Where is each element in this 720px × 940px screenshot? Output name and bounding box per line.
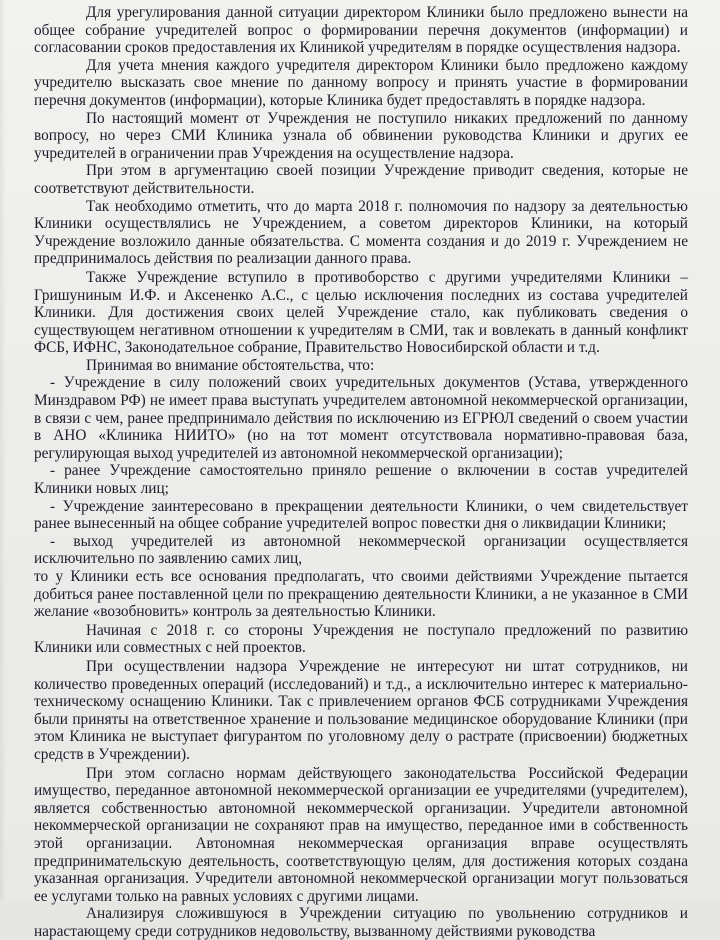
scan-shadow-edge: [0, 0, 6, 900]
paragraph-3: По настоящий момент от Учреждения не поступило никаких предложений по данному вопросу, но через СМИ Клиника узнала об обвинении руководства Клиники и других ее учредителей в ограничении прав Учреждения на осуществление надзора.: [34, 109, 688, 162]
list-item-1: - Учреждение в силу положений своих учредительных документов (Устава, утвержденного Минздравом РФ) не имеет права выступать учредителем автономной некоммерческой организации, в связи с чем, ранее предпринимало действия по исключению из ЕГРЮЛ сведений о своем участии в АНО «Клиника НИИТО» (но на тот момент отсутствовала нормативно-правовая база, регулирующая выход учредителей из автономной некоммерческой организации);: [34, 374, 688, 462]
paragraph-conclusion: то у Клиники есть все основания предполагать, что своими действиями Учреждение пытается добиться ранее поставленной цели по прекращению деятельности Клиники, а не указанное в СМИ желание «возобновить» контроль за деятельностью Клиники.: [34, 568, 688, 621]
paragraph-1: Для урегулирования данной ситуации директором Клиники было предложено вынести на общее собрание учредителей вопрос о формировании перечня документов (информации) и согласовании сроков предоставления их Клиникой учредителям в порядке осуществления надзора.: [34, 4, 688, 57]
paragraph-8: Начиная с 2018 г. со стороны Учреждения не поступало предложений по развитию Клиники или совместных с ней проектов.: [34, 621, 688, 657]
list-item-2: - ранее Учреждение самостоятельно приняло решение о включении в состав учредителей Клиники новых лиц;: [34, 462, 688, 498]
paragraph-5: Так необходимо отметить, что до марта 2018 г. полномочия по надзору за деятельностью Клиники осуществлялись не Учреждением, а советом директоров Клиники, на который Учреждение возложило данные обязательства. С момента создания и до 2019 г. Учреждением не предпринималось действия по реализации данного права.: [34, 197, 688, 268]
paragraph-10: При этом согласно нормам действующего законодательства Российской Федерации имущество, переданное автономной некоммерческой организации ее учредителями (учредителем), является собственностью автономной некоммерческой организации. Учредители автономной некоммерческой организации не сохраняют прав на имущество, переданное ими в собственность этой организации. Автономная некоммерческая организация вправе осуществлять предпринимательскую деятельность, соответствующую целям, для достижения которых создана указанная организация. Учредители автономной некоммерческой организации могут пользоваться ее услугами только на равных условиях с другими лицами.: [34, 764, 688, 905]
list-item-4: - выход учредителей из автономной некоммерческой организации осуществляется исключительно по заявлению самих лиц,: [34, 532, 688, 568]
paragraph-2: Для учета мнения каждого учредителя директором Клиники было предложено каждому учредителю высказать свое мнение по данному вопросу и принять участие в формировании перечня документов (информации), которые Клиника будет предоставлять в порядке надзора.: [34, 56, 688, 109]
paragraph-6: Также Учреждение вступило в противоборство с другими учредителями Клиники – Гришуниным И.Ф. и Аксененко А.С., с целью исключения последних из состава учредителей Клиники. Для достижения своих целей Учреждение стало, как публиковать сведения о существующем негативном отношении к учредителям в СМИ, так и вовлекать в данный конфликт ФСБ, ИФНС, Законодательное собрание, Правительство Новосибирской области и т.д.: [34, 268, 688, 357]
list-item-3: - Учреждение заинтересовано в прекращении деятельности Клиники, о чем свидетельствует ранее вынесенный на общее собрание учредителей вопрос повестки дня о ликвидации Клиники;: [34, 497, 688, 533]
paragraph-9: При осуществлении надзора Учреждение не интересуют ни штат сотрудников, ни количество проведенных операций (исследований) и т.д., а исключительно интерес к материально-техническому оснащению Клиники. Так с привлечением органов ФСБ сотрудниками Учреждения были приняты на ответственное хранение и пользование медицинское оборудование Клиники (при этом Клиника не выступает фигурантом по уголовному делу о растрате (присвоении) бюджетных средств в Учреждении).: [34, 657, 688, 763]
paragraph-7: Принимая во внимание обстоятельства, что:: [86, 356, 375, 374]
paragraph-11: Анализируя сложившуюся в Учреждении ситуацию по увольнению сотрудников и нарастающему среди сотрудников недовольству, вызванному действиями руководства: [34, 905, 688, 940]
paragraph-4: При этом в аргументацию своей позиции Учреждение приводит сведения, которые не соответствуют действительности.: [34, 162, 688, 197]
